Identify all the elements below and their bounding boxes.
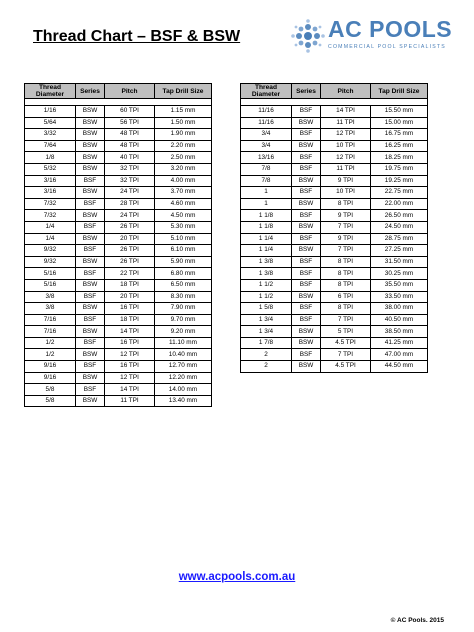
cell-pitch: 7 TPI (321, 221, 371, 233)
cell-pitch: 8 TPI (321, 268, 371, 280)
cell-pitch: 7 TPI (321, 245, 371, 257)
cell-pitch: 16 TPI (105, 361, 155, 373)
header-series: Series (292, 84, 321, 99)
cell-series: BSW (76, 129, 105, 141)
cell-pitch: 9 TPI (321, 175, 371, 187)
table-row (25, 233, 212, 245)
header-thread-diameter: Thread Diameter (241, 84, 292, 99)
cell-thread-diameter: 1 3/4 (241, 314, 292, 326)
table-row (25, 152, 212, 164)
cell-pitch: 11 TPI (321, 117, 371, 129)
table-row (241, 106, 428, 118)
table-row (241, 268, 428, 280)
header-tap-drill-size: Tap Drill Size (155, 84, 212, 99)
cell-pitch: 8 TPI (321, 279, 371, 291)
cell-tap-drill-size: 24.50 mm (371, 221, 428, 233)
table-row (241, 129, 428, 141)
cell-thread-diameter: 5/8 (25, 395, 76, 407)
cell-series: BSW (76, 152, 105, 164)
cell-series: BSF (292, 279, 321, 291)
cell-series: BSW (76, 140, 105, 152)
cell-tap-drill-size: 3.20 mm (155, 163, 212, 175)
table-row (25, 384, 212, 396)
table-row (25, 372, 212, 384)
cell-series: BSF (292, 129, 321, 141)
cell-series: BSW (76, 372, 105, 384)
cell-thread-diameter: 7/64 (25, 140, 76, 152)
cell-series: BSW (76, 210, 105, 222)
cell-series: BSF (292, 349, 321, 361)
cell-series: BSF (292, 106, 321, 118)
cell-series: BSW (76, 117, 105, 129)
cell-tap-drill-size: 16.25 mm (371, 140, 428, 152)
cell-series: BSF (76, 268, 105, 280)
cell-tap-drill-size: 13.40 mm (155, 395, 212, 407)
table-row (241, 221, 428, 233)
table-row (25, 256, 212, 268)
cell-thread-diameter: 1/4 (25, 221, 76, 233)
cell-series: BSF (76, 384, 105, 396)
cell-tap-drill-size: 5.10 mm (155, 233, 212, 245)
cell-series: BSW (76, 303, 105, 315)
cell-pitch: 56 TPI (105, 117, 155, 129)
table-row (25, 117, 212, 129)
cell-pitch: 18 TPI (105, 279, 155, 291)
logo-tagline: COMMERCIAL POOL SPECIALISTS (328, 44, 446, 50)
cell-thread-diameter: 5/16 (25, 268, 76, 280)
cell-tap-drill-size: 14.00 mm (155, 384, 212, 396)
cell-tap-drill-size: 38.00 mm (371, 303, 428, 315)
cell-series: BSW (76, 233, 105, 245)
table-row (25, 326, 212, 338)
cell-thread-diameter: 9/16 (25, 361, 76, 373)
cell-pitch: 14 TPI (321, 106, 371, 118)
table-row (25, 175, 212, 187)
cell-tap-drill-size: 10.40 mm (155, 349, 212, 361)
table-row (25, 198, 212, 210)
table-row (25, 291, 212, 303)
table-row (241, 279, 428, 291)
cell-pitch: 26 TPI (105, 221, 155, 233)
cell-tap-drill-size: 5.30 mm (155, 221, 212, 233)
cell-thread-diameter: 3/8 (25, 291, 76, 303)
cell-series: BSW (292, 361, 321, 373)
cell-tap-drill-size: 2.50 mm (155, 152, 212, 164)
table-row (25, 303, 212, 315)
cell-series: BSW (76, 395, 105, 407)
table-row (241, 326, 428, 338)
cell-series: BSF (292, 256, 321, 268)
cell-thread-diameter: 5/16 (25, 279, 76, 291)
table-header-row (241, 84, 428, 99)
cell-thread-diameter: 3/4 (241, 129, 292, 141)
cell-thread-diameter: 7/32 (25, 210, 76, 222)
cell-series: BSW (76, 326, 105, 338)
cell-pitch: 7 TPI (321, 314, 371, 326)
header-pitch: Pitch (105, 84, 155, 99)
cell-pitch: 10 TPI (321, 140, 371, 152)
cell-series: BSW (76, 106, 105, 118)
cell-pitch: 22 TPI (105, 268, 155, 280)
table-row (241, 349, 428, 361)
cell-series: BSW (292, 117, 321, 129)
table-row (25, 268, 212, 280)
cell-pitch: 32 TPI (105, 163, 155, 175)
cell-series: BSF (76, 337, 105, 349)
cell-pitch: 12 TPI (105, 349, 155, 361)
cell-thread-diameter: 1 3/4 (241, 326, 292, 338)
copyright-text: © AC Pools. 2015 (390, 617, 444, 624)
cell-pitch: 14 TPI (105, 384, 155, 396)
cell-series: BSF (292, 187, 321, 199)
cell-tap-drill-size: 11.10 mm (155, 337, 212, 349)
cell-thread-diameter: 1/16 (25, 106, 76, 118)
cell-thread-diameter: 2 (241, 349, 292, 361)
cell-tap-drill-size: 30.25 mm (371, 268, 428, 280)
cell-tap-drill-size: 47.00 mm (371, 349, 428, 361)
table-row (241, 337, 428, 349)
cell-tap-drill-size: 40.50 mm (371, 314, 428, 326)
cell-pitch: 28 TPI (105, 198, 155, 210)
cell-thread-diameter: 9/16 (25, 372, 76, 384)
cell-pitch: 26 TPI (105, 256, 155, 268)
cell-pitch: 8 TPI (321, 303, 371, 315)
table-row (25, 395, 212, 407)
cell-series: BSW (292, 221, 321, 233)
cell-tap-drill-size: 38.50 mm (371, 326, 428, 338)
cell-pitch: 9 TPI (321, 210, 371, 222)
cell-thread-diameter: 5/64 (25, 117, 76, 129)
cell-pitch: 20 TPI (105, 291, 155, 303)
table-row (241, 210, 428, 222)
cell-series: BSF (292, 303, 321, 315)
cell-series: BSF (76, 221, 105, 233)
cell-tap-drill-size: 31.50 mm (371, 256, 428, 268)
pool-dots-icon (290, 18, 326, 54)
cell-tap-drill-size: 6.10 mm (155, 245, 212, 257)
cell-thread-diameter: 1/2 (25, 349, 76, 361)
cell-thread-diameter: 1 7/8 (241, 337, 292, 349)
cell-pitch: 24 TPI (105, 210, 155, 222)
table-row (241, 233, 428, 245)
table-row (241, 314, 428, 326)
cell-series: BSW (292, 337, 321, 349)
cell-tap-drill-size: 12.20 mm (155, 372, 212, 384)
table-row (25, 337, 212, 349)
cell-series: BSF (76, 361, 105, 373)
cell-tap-drill-size: 12.70 mm (155, 361, 212, 373)
cell-thread-diameter: 11/16 (241, 106, 292, 118)
cell-series: BSF (292, 163, 321, 175)
cell-pitch: 20 TPI (105, 233, 155, 245)
logo-name: AC POOLS (328, 16, 453, 42)
cell-series: BSF (292, 314, 321, 326)
cell-tap-drill-size: 4.00 mm (155, 175, 212, 187)
cell-thread-diameter: 1 (241, 187, 292, 199)
table-row (25, 279, 212, 291)
table-row (25, 129, 212, 141)
table-row (25, 140, 212, 152)
table-row (241, 163, 428, 175)
cell-tap-drill-size: 8.30 mm (155, 291, 212, 303)
cell-tap-drill-size: 9.20 mm (155, 326, 212, 338)
cell-series: BSF (76, 198, 105, 210)
cell-thread-diameter: 1 1/8 (241, 221, 292, 233)
header-thread-diameter: Thread Diameter (25, 84, 76, 99)
cell-pitch: 48 TPI (105, 129, 155, 141)
table-row (241, 152, 428, 164)
cell-thread-diameter: 1 1/8 (241, 210, 292, 222)
cell-pitch: 26 TPI (105, 245, 155, 257)
ac-pools-logo (290, 14, 453, 58)
cell-series: BSW (292, 245, 321, 257)
cell-tap-drill-size: 26.50 mm (371, 210, 428, 222)
cell-thread-diameter: 9/32 (25, 256, 76, 268)
table-row (25, 106, 212, 118)
table-row (241, 140, 428, 152)
cell-tap-drill-size: 15.00 mm (371, 117, 428, 129)
thread-table-left (24, 83, 212, 407)
cell-tap-drill-size: 19.75 mm (371, 163, 428, 175)
header-series: Series (76, 84, 105, 99)
cell-pitch: 4.5 TPI (321, 337, 371, 349)
cell-thread-diameter: 1 3/8 (241, 256, 292, 268)
cell-series: BSF (292, 233, 321, 245)
cell-thread-diameter: 1 1/4 (241, 233, 292, 245)
cell-tap-drill-size: 5.90 mm (155, 256, 212, 268)
cell-pitch: 10 TPI (321, 187, 371, 199)
cell-thread-diameter: 7/32 (25, 198, 76, 210)
cell-tap-drill-size: 1.15 mm (155, 106, 212, 118)
table-row (25, 349, 212, 361)
cell-series: BSF (76, 175, 105, 187)
table-row (241, 245, 428, 257)
table-row (25, 221, 212, 233)
table-row (25, 314, 212, 326)
table-row (25, 163, 212, 175)
cell-series: BSW (76, 279, 105, 291)
cell-series: BSW (292, 140, 321, 152)
cell-pitch: 16 TPI (105, 337, 155, 349)
cell-thread-diameter: 5/8 (25, 384, 76, 396)
website-link[interactable]: www.acpools.com.au (178, 571, 296, 583)
cell-series: BSF (292, 268, 321, 280)
page-title: Thread Chart – BSF & BSW (33, 28, 241, 45)
cell-series: BSW (76, 163, 105, 175)
cell-series: BSW (76, 187, 105, 199)
cell-pitch: 4.5 TPI (321, 361, 371, 373)
table-row (25, 245, 212, 257)
table-row (241, 117, 428, 129)
cell-series: BSW (76, 256, 105, 268)
cell-pitch: 14 TPI (105, 326, 155, 338)
cell-tap-drill-size: 19.25 mm (371, 175, 428, 187)
cell-tap-drill-size: 1.50 mm (155, 117, 212, 129)
cell-tap-drill-size: 41.25 mm (371, 337, 428, 349)
cell-tap-drill-size: 44.50 mm (371, 361, 428, 373)
table-row (241, 361, 428, 373)
header-pitch: Pitch (321, 84, 371, 99)
table-row (241, 175, 428, 187)
cell-tap-drill-size: 18.25 mm (371, 152, 428, 164)
cell-tap-drill-size: 6.50 mm (155, 279, 212, 291)
cell-pitch: 12 TPI (105, 372, 155, 384)
table-row (241, 187, 428, 199)
cell-thread-diameter: 9/32 (25, 245, 76, 257)
cell-pitch: 24 TPI (105, 187, 155, 199)
cell-pitch: 12 TPI (321, 129, 371, 141)
cell-thread-diameter: 7/16 (25, 326, 76, 338)
cell-series: BSF (76, 314, 105, 326)
cell-tap-drill-size: 22.00 mm (371, 198, 428, 210)
cell-pitch: 5 TPI (321, 326, 371, 338)
table-header-row (25, 84, 212, 99)
cell-pitch: 8 TPI (321, 256, 371, 268)
cell-tap-drill-size: 1.90 mm (155, 129, 212, 141)
cell-pitch: 16 TPI (105, 303, 155, 315)
table-row (25, 187, 212, 199)
cell-pitch: 8 TPI (321, 198, 371, 210)
table-row (25, 361, 212, 373)
cell-pitch: 6 TPI (321, 291, 371, 303)
cell-tap-drill-size: 33.50 mm (371, 291, 428, 303)
cell-pitch: 9 TPI (321, 233, 371, 245)
cell-tap-drill-size: 2.20 mm (155, 140, 212, 152)
cell-thread-diameter: 1/2 (25, 337, 76, 349)
cell-series: BSW (76, 349, 105, 361)
cell-series: BSF (292, 210, 321, 222)
cell-tap-drill-size: 7.90 mm (155, 303, 212, 315)
cell-series: BSW (292, 175, 321, 187)
cell-tap-drill-size: 22.75 mm (371, 187, 428, 199)
cell-tap-drill-size: 6.80 mm (155, 268, 212, 280)
cell-tap-drill-size: 15.50 mm (371, 106, 428, 118)
cell-thread-diameter: 3/16 (25, 187, 76, 199)
cell-thread-diameter: 1/8 (25, 152, 76, 164)
cell-pitch: 12 TPI (321, 152, 371, 164)
cell-tap-drill-size: 4.50 mm (155, 210, 212, 222)
cell-pitch: 40 TPI (105, 152, 155, 164)
cell-thread-diameter: 1 (241, 198, 292, 210)
cell-tap-drill-size: 4.60 mm (155, 198, 212, 210)
cell-series: BSW (292, 291, 321, 303)
cell-thread-diameter: 1 1/2 (241, 291, 292, 303)
cell-thread-diameter: 7/8 (241, 163, 292, 175)
cell-series: BSF (292, 152, 321, 164)
cell-thread-diameter: 2 (241, 361, 292, 373)
cell-thread-diameter: 11/16 (241, 117, 292, 129)
cell-thread-diameter: 1 1/4 (241, 245, 292, 257)
cell-thread-diameter: 3/16 (25, 175, 76, 187)
cell-pitch: 32 TPI (105, 175, 155, 187)
cell-series: BSW (292, 198, 321, 210)
cell-thread-diameter: 5/32 (25, 163, 76, 175)
cell-pitch: 11 TPI (105, 395, 155, 407)
cell-pitch: 60 TPI (105, 106, 155, 118)
cell-thread-diameter: 13/16 (241, 152, 292, 164)
table-row (241, 256, 428, 268)
cell-thread-diameter: 3/4 (241, 140, 292, 152)
cell-thread-diameter: 7/16 (25, 314, 76, 326)
cell-tap-drill-size: 3.70 mm (155, 187, 212, 199)
cell-series: BSF (76, 245, 105, 257)
cell-thread-diameter: 3/8 (25, 303, 76, 315)
cell-thread-diameter: 3/32 (25, 129, 76, 141)
header-tap-drill-size: Tap Drill Size (371, 84, 428, 99)
table-row (241, 303, 428, 315)
cell-thread-diameter: 1 5/8 (241, 303, 292, 315)
cell-thread-diameter: 1/4 (25, 233, 76, 245)
cell-tap-drill-size: 28.75 mm (371, 233, 428, 245)
cell-tap-drill-size: 35.50 mm (371, 279, 428, 291)
cell-pitch: 18 TPI (105, 314, 155, 326)
cell-pitch: 7 TPI (321, 349, 371, 361)
table-row (25, 210, 212, 222)
cell-thread-diameter: 1 1/2 (241, 279, 292, 291)
cell-pitch: 11 TPI (321, 163, 371, 175)
cell-series: BSF (76, 291, 105, 303)
cell-series: BSW (292, 326, 321, 338)
cell-thread-diameter: 1 3/8 (241, 268, 292, 280)
cell-tap-drill-size: 16.75 mm (371, 129, 428, 141)
cell-tap-drill-size: 9.70 mm (155, 314, 212, 326)
cell-tap-drill-size: 27.25 mm (371, 245, 428, 257)
table-row (241, 291, 428, 303)
cell-pitch: 48 TPI (105, 140, 155, 152)
thread-table-right (240, 83, 428, 373)
table-row (241, 198, 428, 210)
cell-thread-diameter: 7/8 (241, 175, 292, 187)
